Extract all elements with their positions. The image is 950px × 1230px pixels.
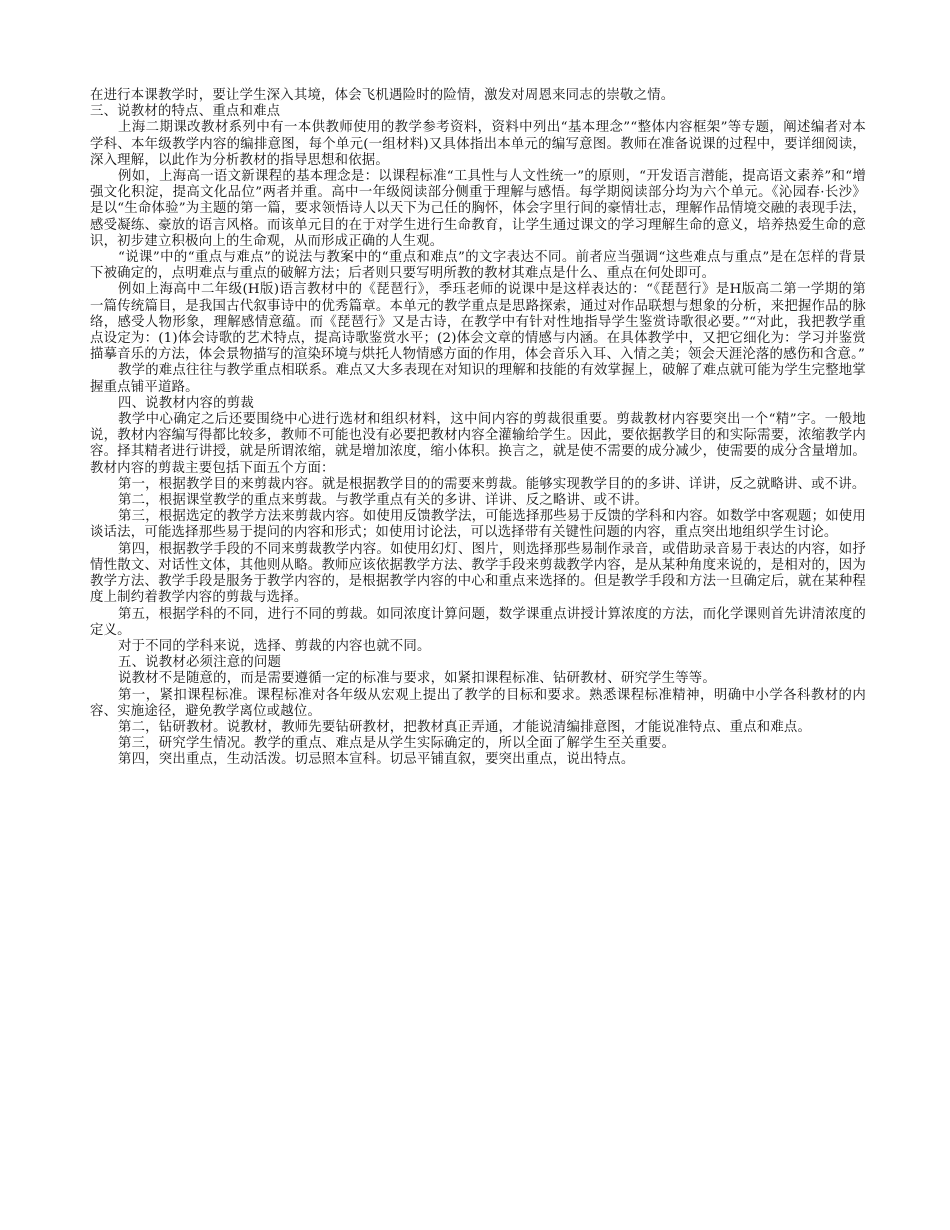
paragraph: 第四，突出重点，生动活泼。切忌照本宣科。切忌平铺直叙，要突出重点，说出特点。	[118, 752, 635, 768]
paragraph: 例如上海高中二年级(H版)语言教材中的《琵琶行》，季珏老师的说课中是这样表达的：“《琵琶行》是H版高二第一学期的第一篇传统篇目，是我国古代叙事诗中的优秀篇章。本单元的教学重点是思路探索，通过对作品联想与想象的分析，来把握作品的脉络，感受人物形象，理解感情意蕴。而《琵琶行》又是古诗，在教学中有针对性地指导学生鉴赏诗歌很必要。”“对此，我把教学重点设定为：(1)体会诗歌的艺术特点，提高诗歌鉴赏水平；(2)体会文章的情感与内涵。在具体教学中，又把它细化为：学习并鉴赏描摹音乐的方法，体会景物描写的渲染环境与烘托人物情感方面的作用，体会音乐入耳、入情之美；领会天涯沦落的感伤和含意。”	[90, 282, 866, 363]
paragraph: 第一，根据教学目的来剪裁内容。就是根据教学目的的需要来剪裁。能够实现教学目的的多讲、详讲，反之就略讲、或不讲。	[118, 476, 866, 492]
paragraph: 第三，根据选定的教学方法来剪裁内容。如使用反馈教学法，可能选择那些易于反馈的学科和内容。如数学中客观题；如使用谈话法，可能选择那些易于提问的内容和形式；如使用讨论法，可以选择带有关键性问题的内容，重点突出地组织学生讨论。	[90, 509, 866, 541]
paragraph: “说课”中的“重点与难点”的说法与教案中的“重点和难点”的文字表达不同。前者应当强调“这些难点与重点”是在怎样的背景下被确定的，点明难点与重点的破解方法；后者则只要写明所教的教材其难点是什么、重点在何处即可。	[90, 250, 866, 282]
paragraph: 教学的难点往往与教学重点相联系。难点又大多表现在对知识的理解和技能的有效掌握上，破解了难点就可能为学生完整地掌握重点铺平道路。	[90, 363, 866, 395]
paragraph: 对于不同的学科来说，选择、剪裁的内容也就不同。	[118, 638, 431, 654]
paragraph: 第一，紧扣课程标准。课程标准对各年级从宏观上提出了教学的目标和要求。熟悉课程标准精神，明确中小学各科教材的内容、实施途径，避免教学离位或越位。	[90, 687, 866, 719]
paragraph: 第三，研究学生情况。教学的重点、难点是从学生实际确定的，所以全面了解学生至关重要。	[118, 736, 676, 752]
paragraph: 第五，根据学科的不同，进行不同的剪裁。如同浓度计算问题，数学课重点讲授计算浓度的方法，而化学课则首先讲清浓度的定义。	[90, 606, 866, 638]
section-heading: 五、说教材必须注意的问题	[118, 655, 282, 671]
paragraph: 例如，上海高一语文新课程的基本理念是：以课程标准“工具性与人文性统一”的原则，“开发语言潜能，提高语文素养”和“增强文化积淀，提高文化品位”两者并重。高中一年级阅读部分侧重于理解与感悟。每学期阅读部分均为六个单元。《沁园春·长沙》是以“生命体验”为主题的第一篇，要求领悟诗人以天下为己任的胸怀，体会字里行间的豪情壮志，理解作品情境交融的表现手法，感受凝练、豪放的语言风格。而该单元目的在于对学生进行生命教育，让学生通过课文的学习理解生命的意义，培养热爱生命的意识，初步建立积极向上的生命观，从而形成正确的人生观。	[90, 169, 866, 249]
paragraph: 上海二期课改教材系列中有一本供教师使用的教学参考资料，资料中列出“基本理念”“整体内容框架”等专题，阐述编者对本学科、本年级教学内容的编排意图，每个单元(一组材料)又具体指出本单元的编写意图。教师在准备说课的过程中，要详细阅读，深入理解，以此作为分析教材的指导思想和依据。	[90, 120, 866, 168]
document-body	[90, 88, 866, 769]
section-heading: 三、说教材的特点、重点和难点	[90, 104, 281, 120]
paragraph: 在进行本课教学时，要让学生深入其境，体会飞机遇险时的险情，激发对周恩来同志的崇敬之情。	[90, 88, 675, 103]
paragraph: 说教材不是随意的，而是需要遵循一定的标准与要求，如紧扣课程标准、钻研教材、研究学生等等。	[118, 671, 716, 687]
paragraph: 教学中心确定之后还要围绕中心进行选材和组织材料，这中间内容的剪裁很重要。剪裁教材内容要突出一个“精”字。一般地说，教材内容编写得都比较多，教师不可能也没有必要把教材内容全灌输给学生。因此，要依据教学目的和实际需要，浓缩教学内容。择其精者进行讲授，就是所谓浓缩，就是增加浓度，缩小体积。换言之，就是使不需要的成分减少，使需要的成分含量增加。教材内容的剪裁主要包括下面五个方面：	[90, 412, 866, 476]
paragraph: 第二，根据课堂教学的重点来剪裁。与教学重点有关的多讲、详讲、反之略讲、或不讲。	[118, 493, 649, 509]
paragraph: 第四，根据教学手段的不同来剪裁教学内容。如使用幻灯、图片，则选择那些易制作录音，或借助录音易于表达的内容，如抒情性散文、对话性文体，其他则从略。教师应该依据教学方法、教学手段来剪裁教学内容，是从某种角度来说的，是相对的，因为教学方法、教学手段是服务于教学内容的，是根据教学内容的中心和重点来选择的。但是教学手段和方法一旦确定后，就在某种程度上制约着教学内容的剪裁与选择。	[90, 541, 866, 606]
paragraph: 第二，钻研教材。说教材，教师先要钻研教材，把教材真正弄通，才能说清编排意图，才能说准特点、重点和难点。	[118, 719, 812, 735]
section-heading: 四、说教材内容的剪裁	[118, 395, 254, 411]
